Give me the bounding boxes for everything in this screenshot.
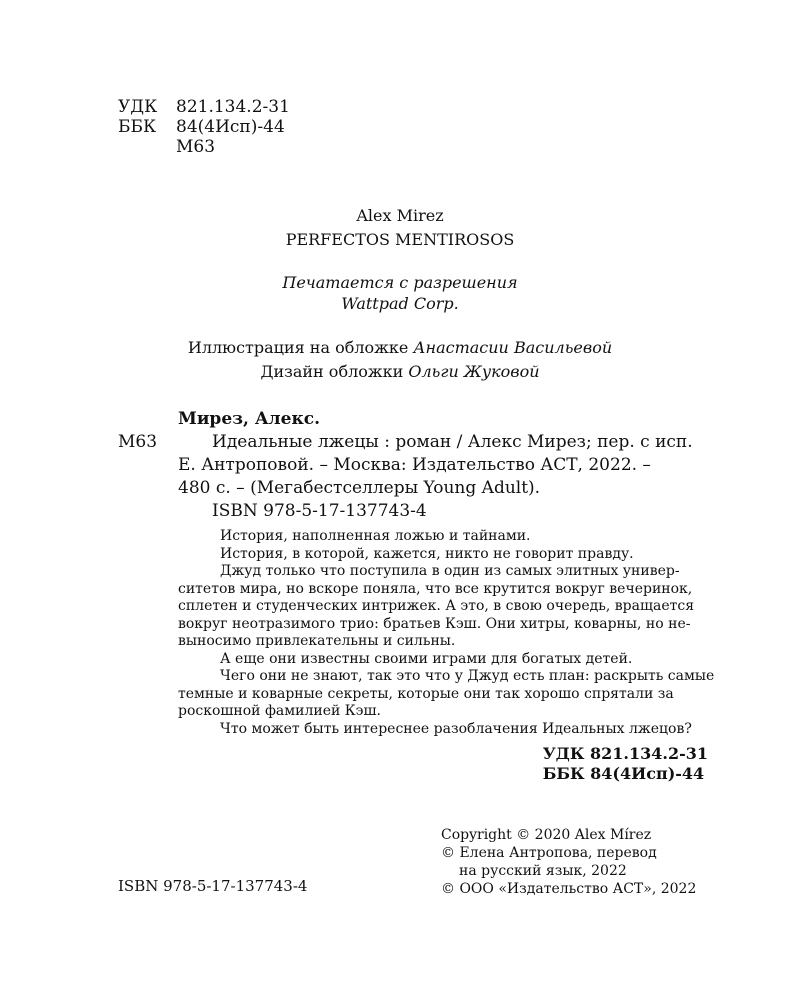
annotation-line: выносимо привлекательны и сильны. xyxy=(178,633,456,649)
bib-line-3: 480 с. – (Мегабестселлеры Young Adult). xyxy=(178,478,541,498)
annotation-line: вокруг неотразимого трио: братьев Кэш. Они хитры, коварны, но не- xyxy=(178,615,691,632)
annotation-line: Что может быть интереснее разоблачения Идеальных лжецов? xyxy=(220,720,692,737)
illustration-prefix: Иллюстрация на обложке xyxy=(187,338,414,357)
codes-bottom xyxy=(543,744,708,784)
bib-heading: Мирез, Алекс. xyxy=(178,409,321,429)
design-prefix: Дизайн обложки xyxy=(260,362,409,381)
udk-label: УДК xyxy=(118,97,158,117)
udk-bottom: УДК 821.134.2-31 xyxy=(542,744,708,763)
permission-line: Печатается с разрешения xyxy=(282,273,518,292)
illustration-credit xyxy=(0,338,800,357)
annotation-line: А еще они известны своими играми для богатых детей. xyxy=(220,650,633,667)
copyright-line: © ООО «Издательство АСТ», 2022 xyxy=(441,881,697,897)
copyright-line: © Елена Антропова, перевод xyxy=(441,845,657,861)
annotation-line: Чего они не знают, так это что у Джуд есть план: раскрыть самые xyxy=(220,668,715,684)
permission-holder: Wattpad Corp. xyxy=(341,294,459,313)
annotation-line: темные и коварные секреты, которые они так хорошо спрятали за xyxy=(178,685,674,702)
bbk-label: ББК xyxy=(118,117,157,137)
copyright-block xyxy=(441,826,696,898)
annotation-line: сплетен и студенческих интрижек. А это, в свою очередь, вращается xyxy=(178,598,695,614)
classification-codes xyxy=(118,97,290,157)
bbk-bottom: ББК 84(4Исп)-44 xyxy=(542,764,705,783)
bib-line-2: Е. Антроповой. – Москва: Издательство АСТ, 2022. – xyxy=(178,455,651,475)
bib-mark: М63 xyxy=(118,432,158,452)
annotation xyxy=(178,528,714,738)
original-author: Alex Mirez xyxy=(356,206,444,225)
annotation-line: роскошной фамилией Кэш. xyxy=(178,703,381,719)
bib-isbn: ISBN 978-5-17-137743-4 xyxy=(212,501,427,521)
copyright-line: на русский язык, 2022 xyxy=(459,863,627,879)
design-credit xyxy=(0,362,800,381)
udk-value: 821.134.2-31 xyxy=(176,97,290,117)
annotation-line: Джуд только что поступила в один из самых элитных универ- xyxy=(220,563,680,579)
original-title: PERFECTOS MENTIROSOS xyxy=(285,230,515,249)
author-mark: М63 xyxy=(176,137,216,157)
annotation-line: ситетов мира, но вскоре поняла, что все крутится вокруг вечеринок, xyxy=(178,580,693,597)
copyright-line: Copyright © 2020 Alex Mírez xyxy=(441,827,652,843)
bib-line-1: Идеальные лжецы : роман / Алекс Мирез; пер. с исп. xyxy=(212,432,693,452)
isbn-bottom: ISBN 978-5-17-137743-4 xyxy=(118,877,308,895)
annotation-line: История, наполненная ложью и тайнами. xyxy=(220,528,531,544)
designer-name: Ольги Жуковой xyxy=(408,362,540,381)
annotation-line: История, в которой, кажется, никто не говорит правду. xyxy=(220,545,634,562)
illustrator-name: Анастасии Васильевой xyxy=(413,338,613,357)
bbk-value: 84(4Исп)-44 xyxy=(176,117,285,137)
